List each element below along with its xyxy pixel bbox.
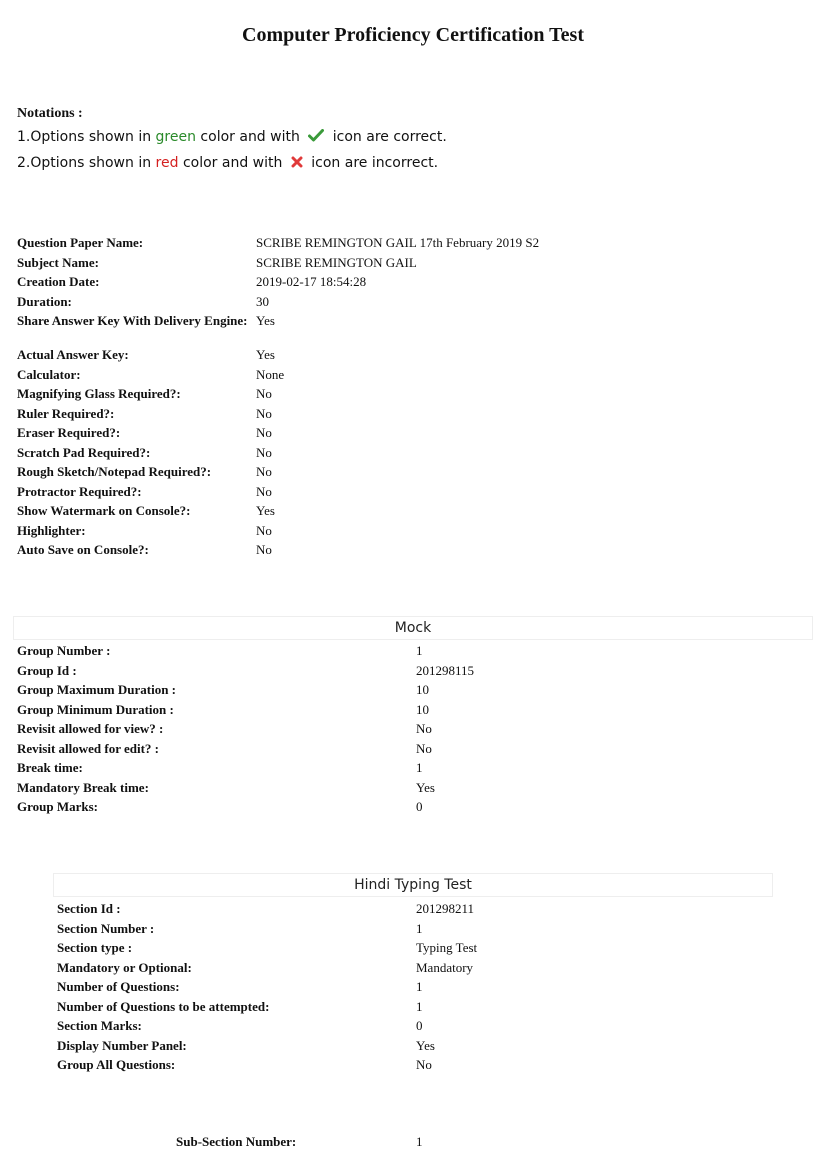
field-label: Sub-Section Number:	[176, 1134, 297, 1149]
field-label: Auto Save on Console?:	[17, 542, 149, 557]
field-label: Section type :	[57, 940, 133, 955]
field-label: Question Paper Name:	[17, 235, 144, 250]
field-label: Mandatory Break time:	[17, 779, 149, 795]
field-value: 0	[416, 799, 423, 814]
details-row	[17, 760, 616, 780]
field-value: 1	[416, 643, 423, 658]
field-value: No	[256, 405, 272, 421]
details-row	[17, 445, 616, 465]
field-value: 0	[416, 1018, 423, 1033]
field-label: Mandatory or Optional:	[57, 959, 192, 975]
field-label: Revisit allowed for edit? :	[17, 740, 160, 756]
details-row	[57, 1038, 616, 1058]
check-icon	[308, 129, 324, 142]
notation-incorrect	[17, 150, 447, 176]
field-label: Creation Date:	[17, 274, 100, 289]
field-label: Revisit allowed for view? :	[17, 721, 164, 736]
details-row	[17, 274, 616, 294]
details-row	[57, 1057, 616, 1077]
field-label: Calculator:	[17, 366, 81, 382]
field-label: Section Id :	[57, 901, 121, 916]
field-value: 1	[416, 979, 423, 994]
field-label: Group Minimum Duration :	[17, 701, 174, 717]
field-value: No	[256, 386, 272, 401]
details-row	[17, 663, 616, 683]
details-row	[57, 940, 616, 960]
details-row	[57, 999, 616, 1019]
field-label: Group All Questions:	[57, 1057, 176, 1072]
notation-correct-prefix: 1.Options shown in	[17, 129, 156, 145]
details-row	[17, 235, 616, 255]
notation-incorrect-color-word: red	[155, 155, 179, 171]
notation-correct-suffix: icon are correct.	[328, 129, 447, 145]
field-label: Share Answer Key With Delivery Engine:	[17, 313, 248, 328]
field-value: 30	[256, 293, 269, 309]
field-value: 201298211	[416, 901, 475, 916]
details-row	[17, 721, 616, 741]
details-row	[17, 464, 616, 484]
page-title: Computer Proficiency Certification Test	[242, 24, 584, 46]
field-label: Subject Name:	[17, 254, 99, 270]
field-label: Group Marks:	[17, 799, 99, 814]
field-label: Protractor Required?:	[17, 483, 142, 499]
field-label: Break time:	[17, 760, 83, 775]
field-label: Group Number :	[17, 643, 111, 658]
details-row	[17, 702, 616, 722]
field-value: Yes	[256, 503, 275, 518]
field-value: No	[416, 1057, 432, 1072]
field-value: No	[416, 740, 432, 756]
notation-correct	[17, 124, 447, 150]
field-value: Yes	[416, 1037, 435, 1053]
field-value: 1	[416, 920, 423, 936]
field-value: 10	[416, 701, 429, 717]
field-value: 10	[416, 682, 429, 697]
details-row	[57, 901, 616, 921]
field-value: Typing Test	[416, 940, 478, 955]
question-paper-details	[17, 235, 616, 562]
details-row	[57, 979, 616, 999]
section-details	[57, 901, 616, 1077]
field-value: 201298115	[416, 662, 475, 678]
field-value: 2019-02-17 18:54:28	[256, 274, 367, 289]
field-label: Show Watermark on Console?:	[17, 503, 191, 518]
notation-correct-color-word: green	[155, 129, 196, 145]
details-row	[57, 1018, 616, 1038]
field-label: Group Maximum Duration :	[17, 682, 177, 697]
notations	[17, 104, 447, 176]
field-value: No	[256, 425, 272, 440]
field-value: Yes	[256, 313, 275, 328]
field-label: Scratch Pad Required?:	[17, 444, 151, 460]
details-row	[17, 255, 616, 275]
field-label: Actual Answer Key:	[17, 347, 129, 362]
details-row	[17, 542, 616, 562]
details-row	[17, 799, 616, 819]
field-label: Magnifying Glass Required?:	[17, 386, 181, 401]
details-row	[17, 425, 616, 445]
field-value: 1	[416, 998, 423, 1014]
details-row	[17, 406, 616, 426]
field-label: Rough Sketch/Notepad Required?:	[17, 464, 212, 479]
details-row	[17, 313, 616, 347]
field-value: SCRIBE REMINGTON GAIL 17th February 2019 S2	[256, 235, 540, 250]
field-label: Display Number Panel:	[57, 1037, 187, 1053]
field-label: Ruler Required?:	[17, 405, 115, 421]
cross-icon	[291, 156, 303, 168]
field-label: Duration:	[17, 293, 72, 309]
details-row	[17, 294, 616, 314]
field-value: 1	[416, 760, 423, 775]
field-value: Yes	[416, 779, 435, 795]
details-row	[17, 741, 616, 761]
section-title: Hindi Typing Test	[53, 873, 773, 897]
field-label: Number of Questions to be attempted:	[57, 998, 270, 1014]
group-details	[17, 643, 616, 819]
details-row	[17, 347, 616, 367]
field-value: No	[256, 522, 272, 538]
field-label: Group Id :	[17, 662, 77, 678]
field-label: Number of Questions:	[57, 979, 180, 994]
field-label: Eraser Required?:	[17, 425, 121, 440]
field-value: No	[256, 483, 272, 499]
notation-incorrect-prefix: 2.Options shown in	[17, 155, 156, 171]
field-value: No	[416, 721, 432, 736]
field-label: Highlighter:	[17, 522, 86, 538]
details-row	[17, 386, 616, 406]
details-row	[17, 523, 616, 543]
details-row	[17, 682, 616, 702]
field-label: Section Marks:	[57, 1018, 142, 1033]
details-row	[17, 367, 616, 387]
field-value: None	[256, 366, 285, 382]
field-label: Section Number :	[57, 920, 155, 936]
subsection-details	[176, 1134, 516, 1154]
field-value: No	[256, 444, 272, 460]
notation-correct-middle: color and with	[195, 129, 305, 145]
field-value: 1	[416, 1134, 423, 1149]
field-value: No	[256, 464, 272, 479]
details-row	[176, 1134, 516, 1154]
details-row	[17, 780, 616, 800]
field-value: Yes	[256, 347, 275, 362]
details-row	[17, 503, 616, 523]
notation-incorrect-suffix: icon are incorrect.	[306, 155, 439, 171]
group-title: Mock	[13, 616, 813, 640]
field-value: SCRIBE REMINGTON GAIL	[256, 254, 417, 270]
details-row	[17, 643, 616, 663]
details-row	[57, 921, 616, 941]
details-row	[17, 484, 616, 504]
notation-incorrect-middle: color and with	[178, 155, 287, 171]
notations-heading: Notations :	[17, 106, 83, 121]
details-row	[57, 960, 616, 980]
field-value: Mandatory	[416, 959, 474, 975]
field-value: No	[256, 542, 272, 557]
